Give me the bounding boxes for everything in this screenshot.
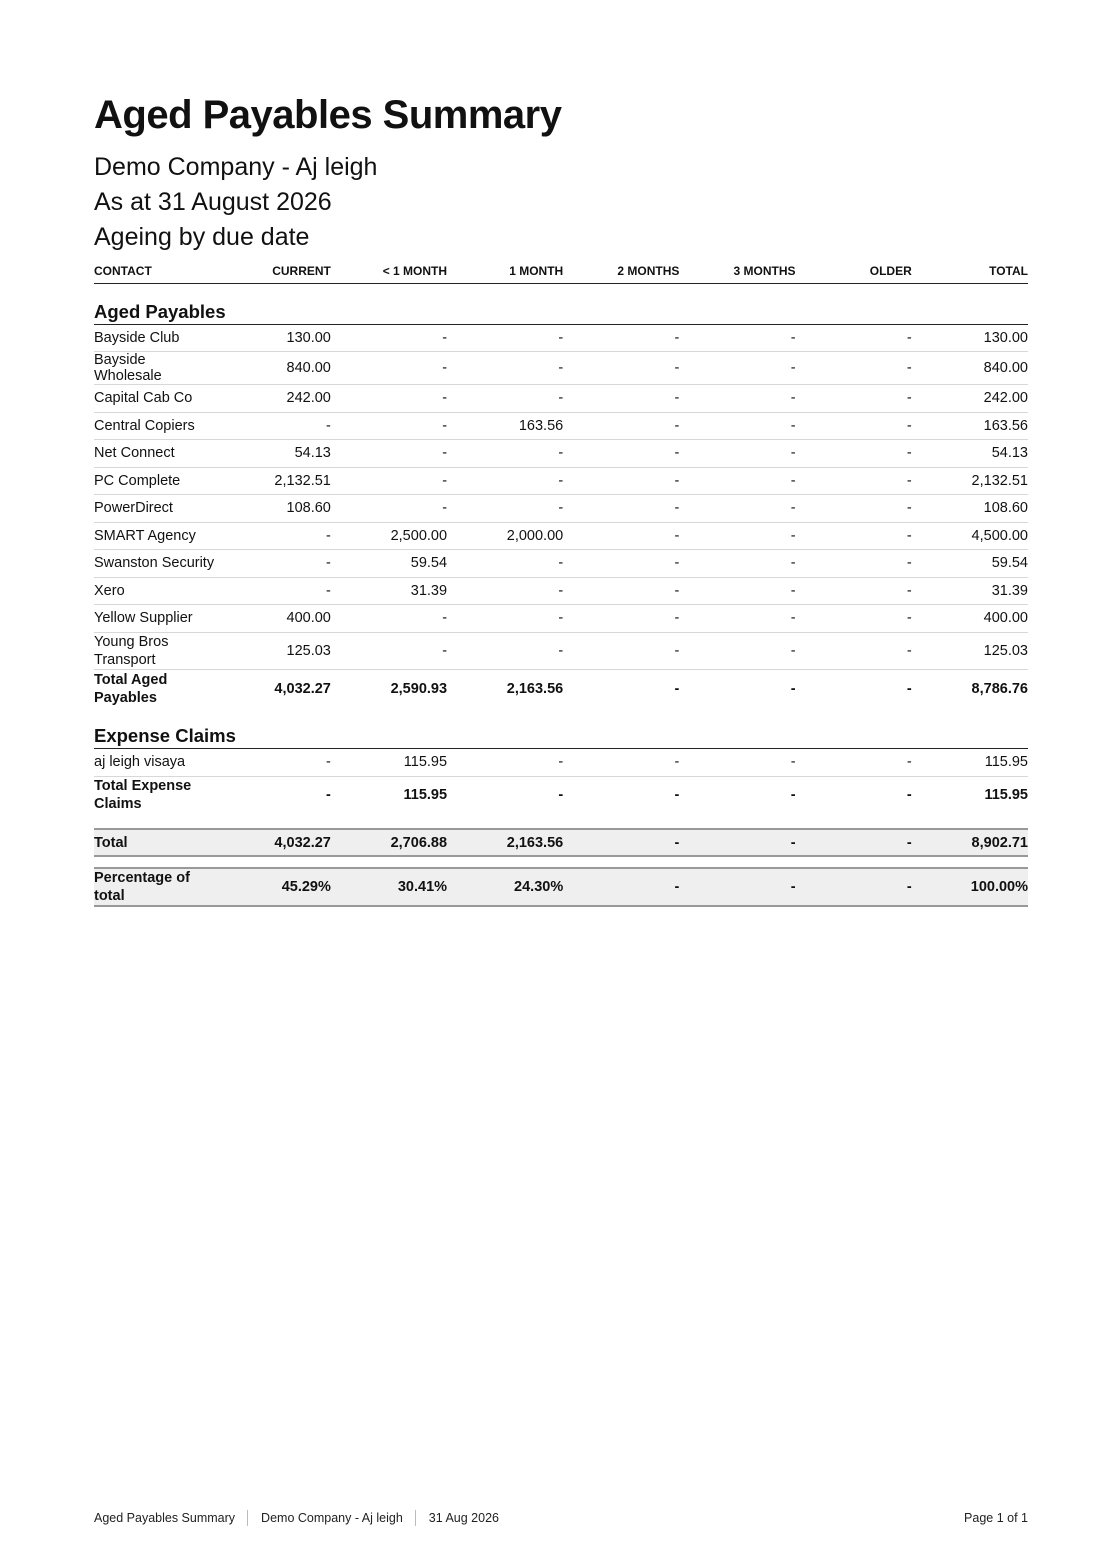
col-header-current: CURRENT [215, 257, 331, 283]
cell-1-month: - [447, 495, 563, 523]
cell-contact: Bayside Club [94, 324, 215, 352]
cell-current: - [215, 550, 331, 578]
cell-total: 4,500.00 [912, 522, 1028, 550]
cell-1-month: - [447, 550, 563, 578]
cell-3-months: - [679, 577, 795, 605]
footer-divider [247, 1510, 248, 1526]
footer-date: 31 Aug 2026 [428, 1511, 499, 1525]
cell-current: - [215, 749, 331, 777]
cell-1-month: 163.56 [447, 412, 563, 440]
aged-payables-table [94, 257, 1028, 907]
cell-older: - [796, 352, 912, 385]
cell-lt-1-month: 31.39 [331, 577, 447, 605]
cell-older: - [796, 324, 912, 352]
cell-2-months: - [563, 605, 679, 633]
cell-2-months: - [563, 324, 679, 352]
cell-3-months: - [679, 550, 795, 578]
cell-lt-1-month: - [331, 385, 447, 413]
cell-2-months: - [563, 868, 679, 906]
cell-older: - [796, 577, 912, 605]
cell-1-month: 2,163.56 [447, 829, 563, 856]
cell-3-months: - [679, 412, 795, 440]
report-page [94, 90, 1028, 907]
cell-contact: aj leigh visaya [94, 749, 215, 777]
cell-total: 125.03 [912, 632, 1028, 670]
cell-1-month: - [558, 787, 564, 804]
cell-1-month: - [447, 324, 563, 352]
cell-current: 54.13 [215, 440, 331, 468]
percentage-row [94, 868, 1028, 906]
cell-older: - [796, 605, 912, 633]
cell-1-month: 2,163.56 [506, 680, 564, 697]
cell-contact: Swanston Security [94, 550, 215, 578]
cell-total: 242.00 [912, 385, 1028, 413]
cell-current: - [215, 412, 331, 440]
cell-2-months: - [563, 440, 679, 468]
cell-3-months: - [679, 632, 795, 670]
cell-current: 840.00 [215, 352, 331, 385]
col-header-contact: CONTACT [94, 257, 215, 283]
cell-current: 4,032.27 [274, 680, 331, 697]
cell-lt-1-month: - [331, 352, 447, 385]
cell-2-months: - [563, 467, 679, 495]
footer-divider [415, 1510, 416, 1526]
cell-lt-1-month: - [331, 412, 447, 440]
cell-1-month: - [447, 605, 563, 633]
report-title: Aged Payables Summary [94, 93, 562, 137]
cell-older: - [796, 550, 912, 578]
cell-3-months: - [679, 352, 795, 385]
col-header-1-month: 1 MONTH [447, 257, 563, 283]
cell-3-months: - [679, 522, 795, 550]
table-row [94, 550, 1028, 578]
gap-row [94, 856, 1028, 868]
cell-2-months: - [563, 352, 679, 385]
cell-3-months: - [679, 868, 795, 906]
cell-older: - [796, 868, 912, 906]
cell-total: 115.95 [912, 749, 1028, 777]
cell-total: 400.00 [912, 605, 1028, 633]
cell-2-months: - [563, 550, 679, 578]
table-row [94, 577, 1028, 605]
cell-1-month: - [447, 467, 563, 495]
cell-contact: PowerDirect [94, 495, 215, 523]
cell-contact: Bayside Wholesale [94, 352, 215, 385]
section-heading: Expense Claims [94, 708, 1028, 749]
cell-2-months: - [563, 632, 679, 670]
cell-contact: Total [94, 829, 215, 856]
cell-2-months: - [563, 522, 679, 550]
cell-3-months: - [679, 605, 795, 633]
cell-older: - [796, 632, 912, 670]
cell-lt-1-month: 115.95 [403, 787, 448, 804]
cell-contact: Percentage of total [94, 868, 215, 906]
cell-1-month: - [447, 440, 563, 468]
cell-total: 8,902.71 [912, 829, 1028, 856]
section-heading: Aged Payables [94, 283, 1028, 324]
table-row [94, 440, 1028, 468]
cell-older: - [796, 385, 912, 413]
report-body [94, 283, 1028, 906]
col-header-older: OLDER [796, 257, 912, 283]
section-heading-row [94, 708, 1028, 749]
cell-3-months: - [679, 385, 795, 413]
table-row [94, 352, 1028, 385]
cell-current: 130.00 [215, 324, 331, 352]
cell-older: - [906, 680, 912, 697]
cell-total: 108.60 [912, 495, 1028, 523]
cell-current: 242.00 [215, 385, 331, 413]
cell-1-month: 24.30% [447, 868, 563, 906]
cell-2-months: - [563, 495, 679, 523]
cell-total: 31.39 [912, 577, 1028, 605]
cell-1-month: - [447, 352, 563, 385]
cell-total: 163.56 [912, 412, 1028, 440]
cell-total: 115.95 [984, 787, 1028, 804]
cell-current: 125.03 [215, 632, 331, 670]
cell-3-months: - [679, 749, 795, 777]
table-row [94, 467, 1028, 495]
cell-lt-1-month: 2,590.93 [390, 680, 448, 697]
table-row [94, 412, 1028, 440]
ageing-basis: Ageing by due date [94, 223, 310, 251]
cell-current: - [215, 522, 331, 550]
cell-3-months: - [679, 324, 795, 352]
cell-lt-1-month: 59.54 [331, 550, 447, 578]
col-header-lt-1-month: < 1 MONTH [331, 257, 447, 283]
cell-lt-1-month: - [331, 605, 447, 633]
table-row [94, 385, 1028, 413]
cell-older: - [796, 495, 912, 523]
cell-older: - [796, 440, 912, 468]
cell-lt-1-month: 30.41% [331, 868, 447, 906]
section-heading-row [94, 283, 1028, 324]
cell-2-months: - [674, 787, 680, 804]
cell-older: - [796, 412, 912, 440]
spacer-row-cell [94, 814, 1028, 829]
cell-older: - [796, 749, 912, 777]
cell-3-months: - [790, 680, 796, 697]
cell-lt-1-month: - [331, 467, 447, 495]
cell-current: 108.60 [215, 495, 331, 523]
table-row [94, 324, 1028, 352]
cell-3-months: - [679, 495, 795, 523]
company-name: Demo Company - Aj leigh [94, 153, 378, 181]
cell-2-months: - [563, 749, 679, 777]
table-row [94, 632, 1028, 670]
cell-contact: Young Bros Transport [94, 632, 215, 670]
cell-lt-1-month: - [331, 632, 447, 670]
cell-current: 400.00 [215, 605, 331, 633]
table-row [94, 605, 1028, 633]
spacer-row [94, 814, 1028, 829]
cell-older: - [906, 787, 912, 804]
cell-contact: PC Complete [94, 467, 215, 495]
cell-total: 100.00% [912, 868, 1028, 906]
cell-lt-1-month: - [331, 440, 447, 468]
cell-contact: Central Copiers [94, 412, 215, 440]
cell-total: 2,132.51 [912, 467, 1028, 495]
cell-lt-1-month: 2,500.00 [331, 522, 447, 550]
header-row [94, 257, 1028, 283]
cell-1-month: 2,000.00 [447, 522, 563, 550]
col-header-2-months: 2 MONTHS [563, 257, 679, 283]
cell-3-months: - [679, 829, 795, 856]
cell-current: 45.29% [215, 868, 331, 906]
cell-2-months: - [563, 385, 679, 413]
cell-total: 840.00 [912, 352, 1028, 385]
cell-older: - [796, 522, 912, 550]
cell-total: 59.54 [912, 550, 1028, 578]
table-row [94, 522, 1028, 550]
cell-1-month: - [447, 632, 563, 670]
cell-3-months: - [790, 787, 796, 804]
cell-total: 54.13 [912, 440, 1028, 468]
section-total-row [94, 776, 1028, 814]
cell-contact: SMART Agency [94, 522, 215, 550]
cell-2-months: - [674, 680, 680, 697]
cell-1-month: - [447, 385, 563, 413]
cell-3-months: - [679, 440, 795, 468]
cell-1-month: - [447, 749, 563, 777]
table-row [94, 495, 1028, 523]
cell-older: - [796, 829, 912, 856]
cell-lt-1-month: - [331, 495, 447, 523]
cell-total: 8,786.76 [971, 680, 1028, 697]
footer-report-name: Aged Payables Summary [94, 1511, 236, 1525]
footer-company: Demo Company - Aj leigh [261, 1511, 403, 1525]
cell-older: - [796, 467, 912, 495]
cell-3-months: - [679, 467, 795, 495]
cell-contact: Net Connect [94, 440, 215, 468]
cell-current: - [215, 577, 331, 605]
cell-current: - [326, 787, 331, 804]
gap-row-cell [94, 856, 1028, 868]
cell-2-months: - [563, 577, 679, 605]
cell-contact: Yellow Supplier [94, 605, 215, 633]
cell-total: 130.00 [912, 324, 1028, 352]
cell-contact: Total Expense Claims [94, 778, 192, 813]
as-at-date: As at 31 August 2026 [94, 188, 332, 216]
footer-page-number: Page 1 of 1 [964, 1511, 1028, 1525]
cell-lt-1-month: 115.95 [331, 749, 447, 777]
page-footer [94, 1510, 1028, 1526]
cell-2-months: - [563, 829, 679, 856]
cell-contact: Xero [94, 577, 215, 605]
cell-current: 4,032.27 [215, 829, 331, 856]
cell-2-months: - [563, 412, 679, 440]
cell-1-month: - [447, 577, 563, 605]
cell-contact: Total Aged Payables [94, 671, 168, 706]
cell-contact: Capital Cab Co [94, 385, 215, 413]
col-header-3-months: 3 MONTHS [679, 257, 795, 283]
cell-current: 2,132.51 [215, 467, 331, 495]
section-total-row [94, 670, 1028, 708]
cell-lt-1-month: - [331, 324, 447, 352]
grand-total-row [94, 829, 1028, 856]
table-row [94, 749, 1028, 777]
col-header-total: TOTAL [912, 257, 1028, 283]
cell-lt-1-month: 2,706.88 [331, 829, 447, 856]
